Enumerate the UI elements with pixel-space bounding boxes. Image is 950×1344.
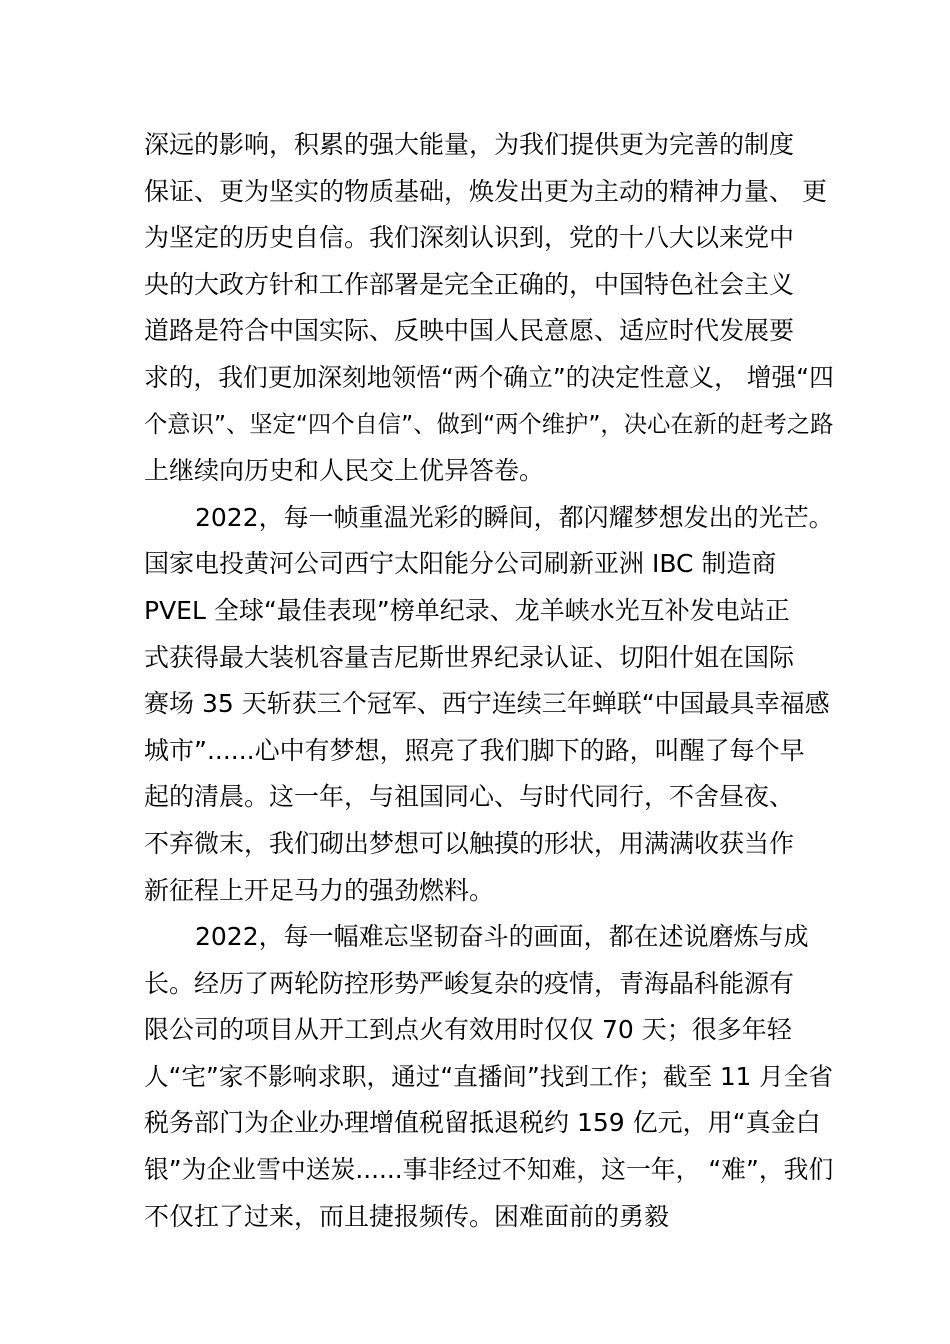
text-line: 求的，我们更加深刻地领悟“两个确立”的决定性意义， 增强“四: [144, 362, 834, 392]
text-line: 人“宅”家不影响求职，通过“直播间”找到工作；截至 11 月全省: [144, 1061, 834, 1091]
text-line: 国家电投黄河公司西宁太阳能分公司刷新亚洲 IBC 制造商: [144, 549, 777, 579]
text-line: 保证、更为坚实的物质基础，焕发出更为主动的精神力量、 更: [144, 176, 827, 206]
text-line: 上继续向历史和人民交上优异答卷。: [144, 456, 545, 486]
text-line: 央的大政方针和工作部署是完全正确的，中国特色社会主义: [144, 269, 795, 299]
text-line: 式获得最大装机容量吉尼斯世界纪录认证、切阳什姐在国际: [144, 642, 795, 672]
text-line: 道路是符合中国实际、反映中国人民意愿、适应时代发展要: [144, 316, 795, 346]
text-line: 不仅扛了过来，而且捷报频传。困难面前的勇毅: [144, 1201, 670, 1231]
text-line: 税务部门为企业办理增值税留抵退税约 159 亿元，用“真金白: [144, 1108, 821, 1138]
body-text: [144, 122, 834, 1240]
text-line: 限公司的项目从开工到点火有效用时仅仅 70 天；很多年轻: [144, 1015, 792, 1045]
text-line: 赛场 35 天斩获三个冠军、西宁连续三年蝉联“中国最具幸福感: [144, 689, 830, 719]
text-line: 银”为企业雪中送炭......事非经过不知难，这一年， “难”，我们: [144, 1155, 834, 1185]
paragraph-start-line: 2022，每一幅难忘坚韧奋斗的画面，都在述说磨炼与成: [195, 922, 809, 952]
text-line: 起的清晨。这一年，与祖国同心、与时代同行，不舍昼夜、: [144, 782, 795, 812]
text-line: 为坚定的历史自信。我们深刻认识到，党的十八大以来党中: [144, 223, 795, 253]
paragraph-start-line: 2022，每一帧重温光彩的瞬间，都闪耀梦想发出的光芒。: [195, 502, 834, 532]
text-line: PVEL 全球“最佳表现”榜单纪录、龙羊峡水光互补发电站正: [144, 595, 790, 625]
text-line: 深远的影响，积累的强大能量，为我们提供更为完善的制度: [144, 130, 795, 159]
text-line: 不弃微末，我们砌出梦想可以触摸的形状，用满满收获当作: [144, 828, 795, 858]
text-line: 个意识”、坚定“四个自信”、做到“两个维护”，决心在新的赶考之路: [144, 410, 834, 438]
text-line: 长。经历了两轮防控形势严峻复杂的疫情，青海晶科能源有: [144, 968, 795, 998]
text-line: 城市”......心中有梦想，照亮了我们脚下的路，叫醒了每个早: [144, 735, 805, 765]
text-line: 新征程上开足马力的强劲燃料。: [144, 875, 495, 905]
